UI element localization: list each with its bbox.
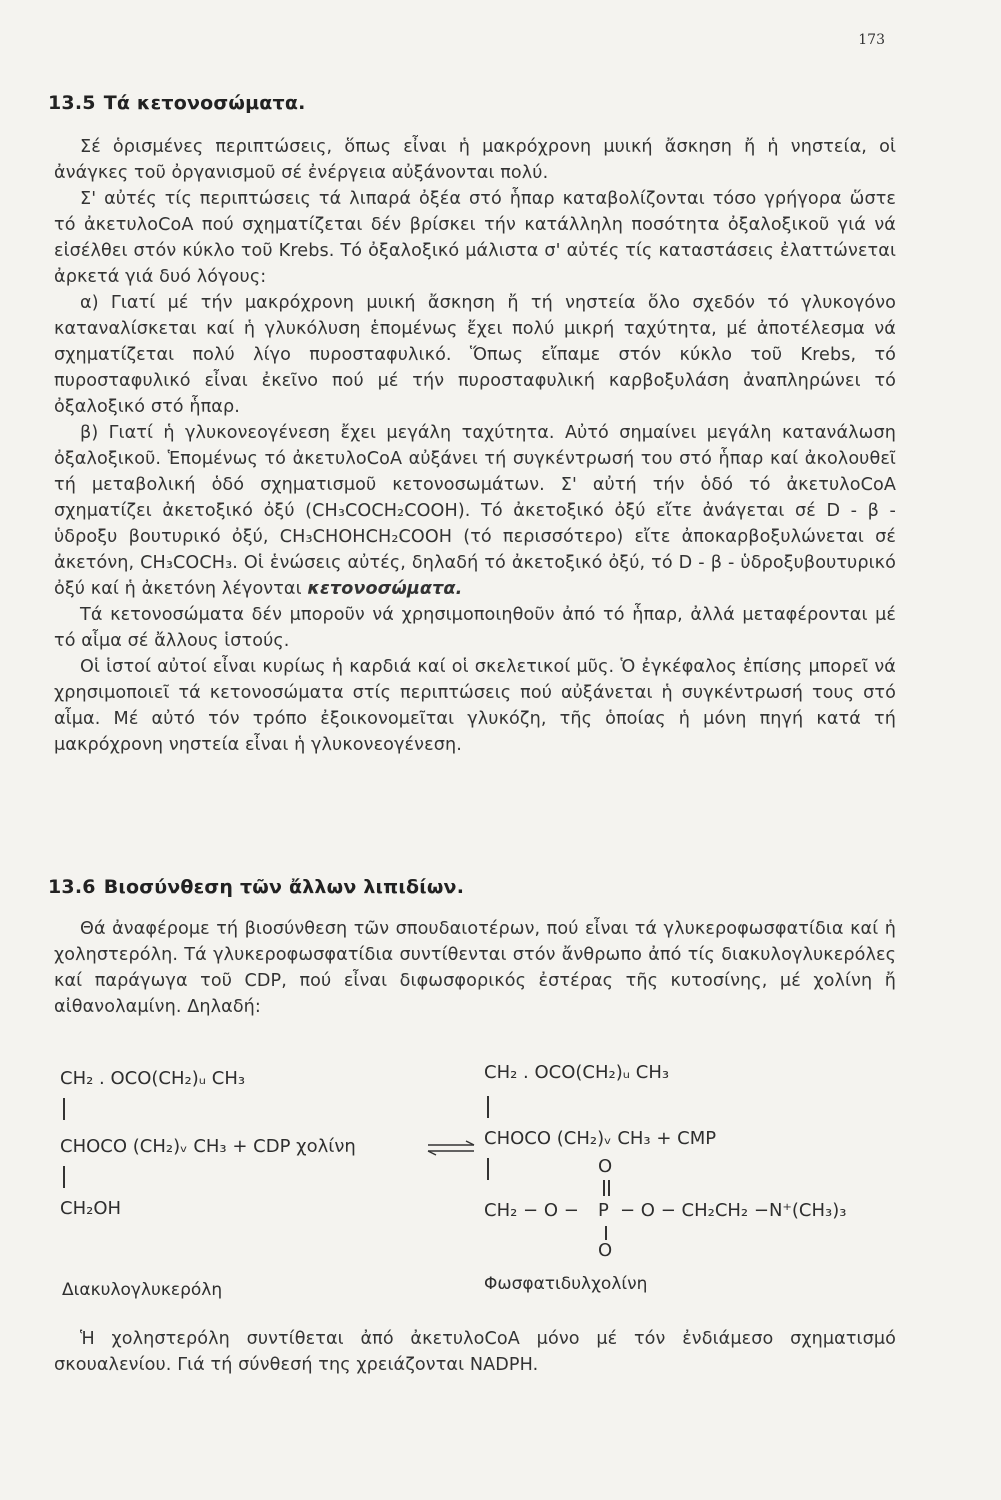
bond-line — [487, 1158, 489, 1180]
keyword: κετονοσώματα. — [307, 579, 463, 599]
section-number: 13.5 — [48, 92, 96, 114]
paragraph: Σέ ὁρισμένες περιπτώσεις, ὅπως εἶναι ἡ μακρόχρονη μυική ἄσκηση ἤ ἡ νηστεία, οἱ ἀνάγκες τοῦ ὀργανισμοῦ σέ ἐνέργεια αὐξάνονται πολύ. — [54, 137, 896, 183]
section-13-6-outro — [54, 1326, 896, 1378]
phosphorus-atom: P — [598, 1200, 609, 1221]
page-number: 173 — [858, 32, 885, 48]
right-line-1: CH₂ . OCO(CH₂)ᵤ CH₃ — [484, 1062, 670, 1083]
paragraph — [54, 420, 896, 602]
section-title: Βιοσύνθεση τῶν ἄλλων λιπιδίων. — [103, 876, 465, 898]
phosphoryl-oxygen-bottom: O — [598, 1240, 613, 1261]
section-title: Τά κετονοσώματα. — [103, 92, 306, 114]
bond-line — [63, 1166, 65, 1188]
right-line-3-right: − O − CH₂CH₂ −N⁺(CH₃)₃ — [620, 1200, 847, 1221]
right-compound-label: Φωσφατιδυλχολίνη — [484, 1274, 648, 1294]
paragraph: Τά κετονοσώματα δέν μποροῦν νά χρησιμοποιηθοῦν ἀπό τό ἧπαρ, ἀλλά μεταφέρονται μέ τό αἷμα σέ ἄλλους ἱστούς. — [54, 605, 896, 651]
right-line-3-left: CH₂ − O − — [484, 1200, 579, 1221]
left-line-1: CH₂ . OCO(CH₂)ᵤ CH₃ — [60, 1068, 246, 1089]
left-line-2: CHOCO (CH₂)ᵥ CH₃ + CDP χολίνη — [60, 1136, 356, 1157]
bond-line — [605, 1226, 607, 1240]
reaction-scheme — [60, 1062, 920, 1302]
left-compound-label: Διακυλογλυκερόλη — [62, 1280, 223, 1300]
paragraph: Σ' αὐτές τίς περιπτώσεις τά λιπαρά ὀξέα στό ἧπαρ καταβολίζονται τόσο γρήγορα ὥστε τό ἀκετυλοCoA πού σχηματίζεται δέν βρίσκει τήν κατάλληλη ποσότητα ὀξαλοξικοῦ γιά νά εἰσέλθει στόν κύκλο τοῦ Krebs. Τό ὀξαλοξικό μάλιστα σ' αὐτές τίς καταστάσεις ἐλαττώνεται ἀρκετά γιά δυό λόγους: — [54, 189, 896, 287]
equilibrium-arrow-icon — [426, 1140, 476, 1156]
paragraph: Ἡ χοληστερόλη συντίθεται ἀπό ἀκετυλοCoA μόνο μέ τόν ἐνδιάμεσο σχηματισμό σκουαλενίου. Γιά τή σύνθεσή της χρειάζονται NADPH. — [54, 1329, 896, 1375]
section-13-6-intro — [54, 916, 896, 1020]
phosphoryl-oxygen-top: O — [598, 1156, 613, 1177]
paragraph — [54, 290, 896, 420]
section-13-5-body — [54, 134, 896, 758]
section-number: 13.6 — [48, 876, 96, 898]
left-line-3: CH₂OH — [60, 1198, 122, 1219]
paragraph-text: α) Γιατί μέ τήν μακρόχρονη μυική ἄσκηση ἤ τή νηστεία ὅλο σχεδόν τό γλυκογόνο καταναλίσκεται καί ἡ γλυκόλυση ἑπομένως ἔχει πολύ μικρή ταχύτητα, μέ ἀποτέλεσμα νά σχηματίζεται πολύ λίγο πυροσταφυλικό. Ὅπως εἴπαμε στόν κύκλο τοῦ Krebs, τό πυροσταφυλικό εἶναι ἐκεῖνο πού μέ τήν πυροσταφυλική καρβοξυλάση ἀναπληρώνει τό ὀξαλοξικό στό ἧπαρ. — [54, 293, 896, 417]
paragraph-text: β) Γιατί ἡ γλυκονεογένεση ἔχει μεγάλη ταχύτητα. Αὐτό σημαίνει μεγάλη κατανάλωση ὀξαλοξικοῦ. Ἑπομένως τό ἀκετυλοCoA αὐξάνει τή συγκέντρωσή του στό ἧπαρ καί ἀκολουθεῖ τή μεταβολική ὁδό σχηματισμοῦ κετονοσωμάτων. Σ' αὐτή τήν ὁδό τό ἀκετυλοCoA σχηματίζει ἀκετοξικό ὀξύ (CH₃COCH₂COOH). Τό ἀκετοξικό ὀξύ εἴτε ἀνάγεται σέ D - β - ὑδροξυ βουτυρικό ὀξύ, CH₃CHOHCH₂COOH (τό περισσότερο) εἴτε ἀποκαρβοξυλώνεται σέ ἀκετόνη, CH₃COCH₃. Οἱ ἑνώσεις αὐτές, δηλαδή τό ἀκετοξικό ὀξύ, τό D - β - ὑδροξυβουτυρικό ὀξύ καί ἡ ἀκετόνη λέγονται — [54, 423, 896, 599]
section-heading-13-6 — [48, 876, 464, 898]
right-line-2: CHOCO (CH₂)ᵥ CH₃ + CMP — [484, 1128, 717, 1149]
section-heading-13-5 — [48, 92, 306, 114]
double-bond-line — [603, 1180, 605, 1196]
double-bond-line — [608, 1180, 610, 1196]
paragraph: Θά ἀναφέρομε τή βιοσύνθεση τῶν σπουδαιοτέρων, πού εἶναι τά γλυκεροφωσφατίδια καί ἡ χοληστερόλη. Τά γλυκεροφωσφατίδια συντίθενται στόν ἄνθρωπο ἀπό τίς διακυλογλυκερόλες καί παράγωγα τοῦ CDP, πού εἶναι διφωσφορικός ἐστέρας τῆς κυτοσίνης, μέ χολίνη ἤ αἰθανολαμίνη. Δηλαδή: — [54, 919, 896, 1017]
paragraph: Οἱ ἱστοί αὐτοί εἶναι κυρίως ἡ καρδιά καί οἱ σκελετικοί μῦς. Ὁ ἐγκέφαλος ἐπίσης μπορεῖ νά χρησιμοποιεῖ τά κετονοσώματα στίς περιπτώσεις πού αὐξάνεται ἡ συγκέντρωσή τους στό αἷμα. Μέ αὐτό τόν τρόπο ἐξοικονομεῖται γλυκόζη, τῆς ὁποίας ἡ μόνη πηγή κατά τή μακρόχρονη νηστεία εἶναι ἡ γλυκονεογένεση. — [54, 657, 896, 755]
bond-line — [487, 1096, 489, 1118]
bond-line — [63, 1098, 65, 1120]
